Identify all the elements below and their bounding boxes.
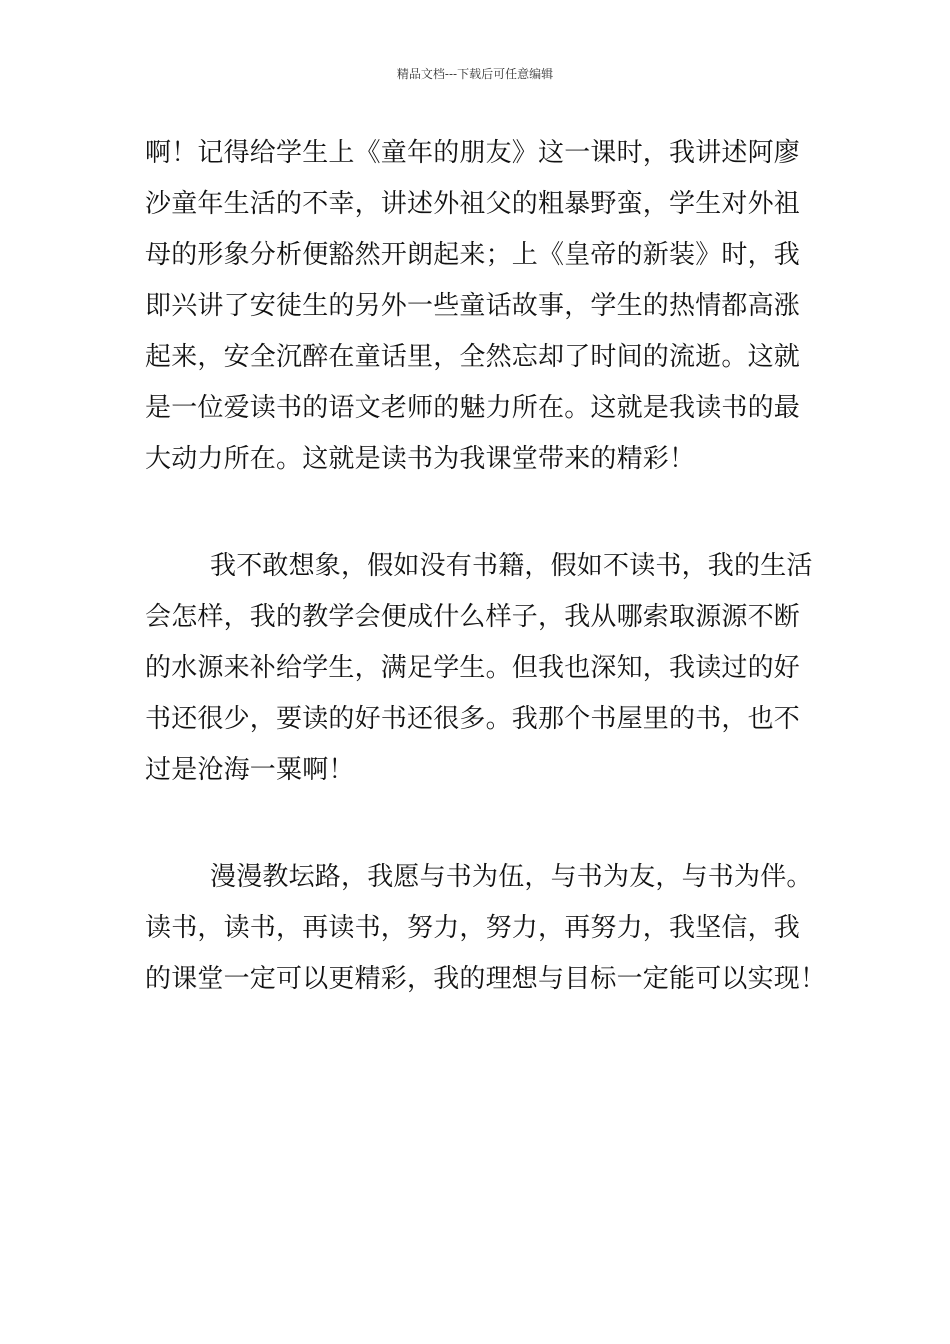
paragraph-spacer [145,796,807,852]
text-line: 即兴讲了安徒生的另外一些童话故事，学生的热情都高涨 [145,291,801,321]
text-line: 过是沧海一粟啊！ [145,755,355,785]
text-line: 漫漫教坛路，我愿与书为伍，与书为友，与书为伴。 [210,862,813,892]
paragraph-2 [145,541,813,796]
text-line: 啊！记得给学生上《童年的朋友》这一课时，我讲述阿廖 [145,138,801,168]
text-line: 沙童年生活的不幸，讲述外祖父的粗暴野蛮，学生对外祖 [145,189,801,219]
text-line: 会怎样，我的教学会便成什么样子，我从哪索取源源不断 [145,602,801,632]
text-line: 书还很少，要读的好书还很多。我那个书屋里的书，也不 [145,704,801,734]
text-line: 我不敢想象，假如没有书籍，假如不读书，我的生活 [210,551,813,581]
text-line: 母的形象分析便豁然开朗起来；上《皇帝的新装》时，我 [145,240,801,270]
text-line: 的课堂一定可以更精彩，我的理想与目标一定能可以实现！ [145,964,827,994]
page-header: 精品文档---下载后可任意编辑 [396,67,554,81]
text-line: 的水源来补给学生，满足学生。但我也深知，我读过的好 [145,653,801,683]
text-line: 是一位爱读书的语文老师的魅力所在。这就是我读书的最 [145,393,801,423]
text-line: 起来，安全沉醉在童话里，全然忘却了时间的流逝。这就 [145,342,801,372]
text-line: 读书，读书，再读书，努力，努力，再努力，我坚信，我 [145,913,801,943]
paragraph-1 [145,128,807,485]
paragraph-spacer [145,485,807,541]
text-line: 大动力所在。这就是读书为我课堂带来的精彩！ [145,444,696,474]
document-body [145,128,827,1005]
paragraph-3 [145,852,827,1005]
